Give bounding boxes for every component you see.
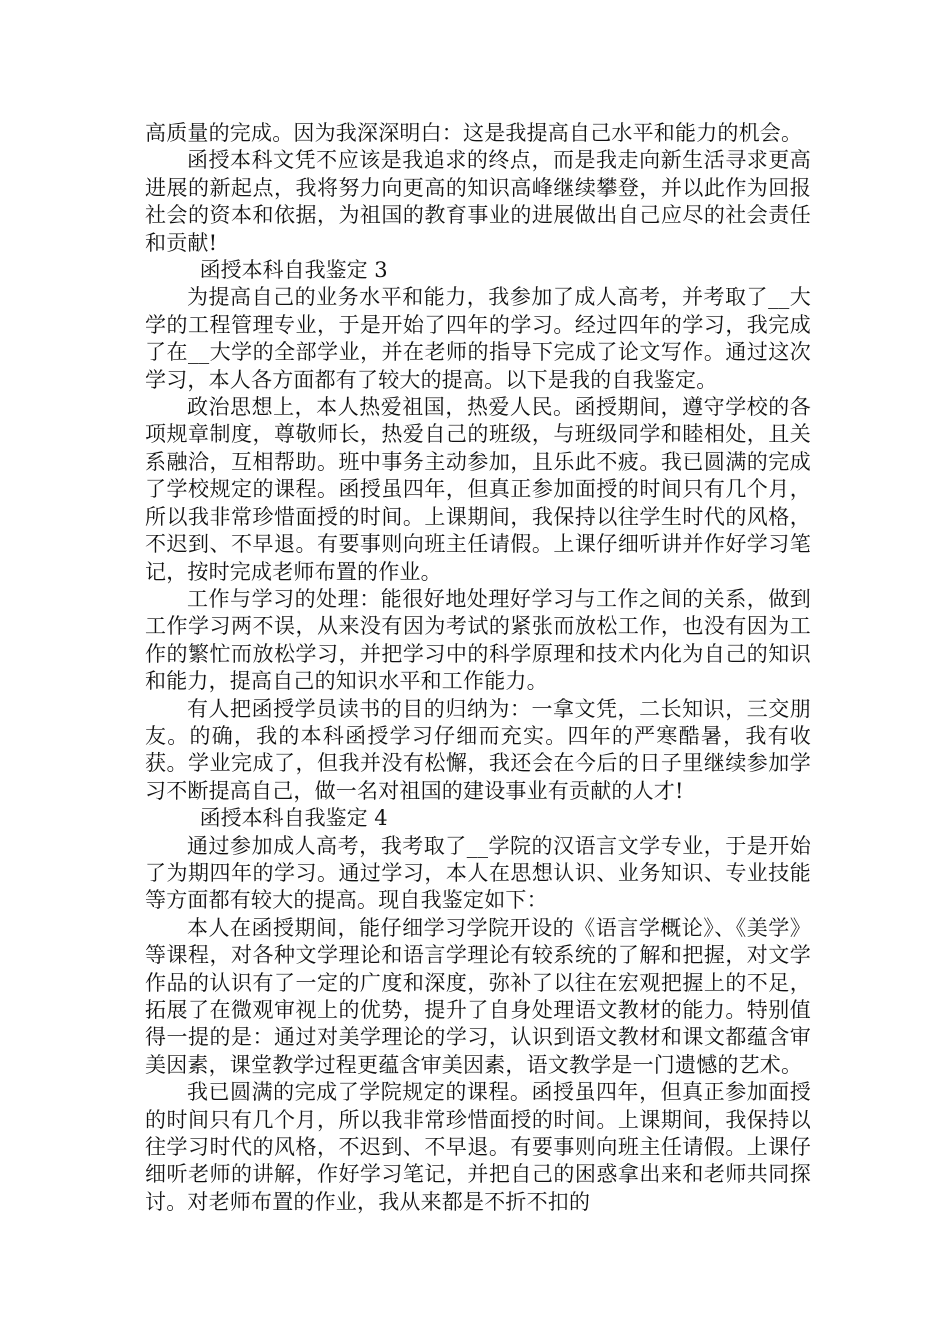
paragraph-intro-3: 为提高自己的业务水平和能力，我参加了成人高考，并考取了__大学的工程管理专业，于是开始了四年的学习。经过四年的学习，我完成了在__大学的全部学业，并在老师的指导下完成了论文写作。通过这次学习，本人各方面都有了较大的提高。以下是我的自我鉴定。	[145, 285, 811, 392]
paragraph-attendance: 我已圆满的完成了学院规定的课程。函授虽四年，但真正参加面授的时间只有几个月，所以我非常珍惜面授的时间。上课期间，我保持以往学习时代的风格，不迟到、不早退。有要事则向班主任请假。上课仔细听老师的讲解，作好学习笔记，并把自己的困惑拿出来和老师共同探讨。对老师布置的作业，我从来都是不折不扣的	[145, 1080, 811, 1214]
paragraph-work-study: 工作与学习的处理：能很好地处理好学习与工作之间的关系，做到工作学习两不误，从来没有因为考试的紧张而放松工作，也没有因为工作的繁忙而放松学习，并把学习中的科学原理和技术内化为自己的知识和能力，提高自己的知识水平和工作能力。	[145, 586, 811, 694]
section-heading-3: 函授本科自我鉴定 3	[199, 258, 388, 283]
section-heading-4: 函授本科自我鉴定 4	[199, 806, 388, 831]
paragraph-politics: 政治思想上，本人热爱祖国，热爱人民。函授期间，遵守学校的各项规章制度，尊敬师长，热爱自己的班级，与班级同学和睦相处，且关系融洽，互相帮助。班中事务主动参加，且乐此不疲。我已圆满的完成了学校规定的课程。函授虽四年，但真正参加面授的时间只有几个月，所以我非常珍惜面授的时间。上课期间，我保持以往学生时代的风格，不迟到、不早退。有要事则向班主任请假。上课仔细听讲并作好学习笔记，按时完成老师布置的作业。	[145, 395, 811, 584]
document-page	[145, 120, 811, 1216]
paragraph-continuation: 高质量的完成。因为我深深明白：这是我提高自己水平和能力的机会。	[145, 121, 803, 145]
paragraph-purpose: 有人把函授学员读书的目的归纳为：一拿文凭，二长知识，三交朋友。的确，我的本科函授学习仔细而充实。四年的严寒酷暑，我有收获。学业完成了，但我并没有松懈，我还会在今后的日子里继续参加学习不断提高自己，做一名对祖国的建设事业有贡献的人才!	[145, 696, 811, 803]
paragraph-courses: 本人在函授期间，能仔细学习学院开设的《语言学概论》、《美学》等课程，对各种文学理论和语言学理论有较系统的了解和把握，对文学作品的认识有了一定的广度和深度，弥补了以往在宏观把握上的不足，拓展了在微观审视上的优势，提升了自身处理语文教材的能力。特别值得一提的是：通过对美学理论的学习，认识到语文教材和课文都蕴含审美因素，课堂教学过程更蕴含审美因素，语文教学是一门遗憾的艺术。	[145, 915, 811, 1077]
paragraph-intro-4: 通过参加成人高考，我考取了__学院的汉语言文学专业，于是开始了为期四年的学习。通过学习，本人在思想认识、业务知识、专业技能等方面都有较大的提高。现自我鉴定如下：	[145, 833, 811, 913]
paragraph-conclusion: 函授本科文凭不应该是我追求的终点，而是我走向新生活寻求更高进展的新起点，我将努力向更高的知识高峰继续攀登，并以此作为回报社会的资本和依据，为祖国的教育事业的进展做出自己应尽的社会责任和贡献!	[145, 148, 811, 255]
